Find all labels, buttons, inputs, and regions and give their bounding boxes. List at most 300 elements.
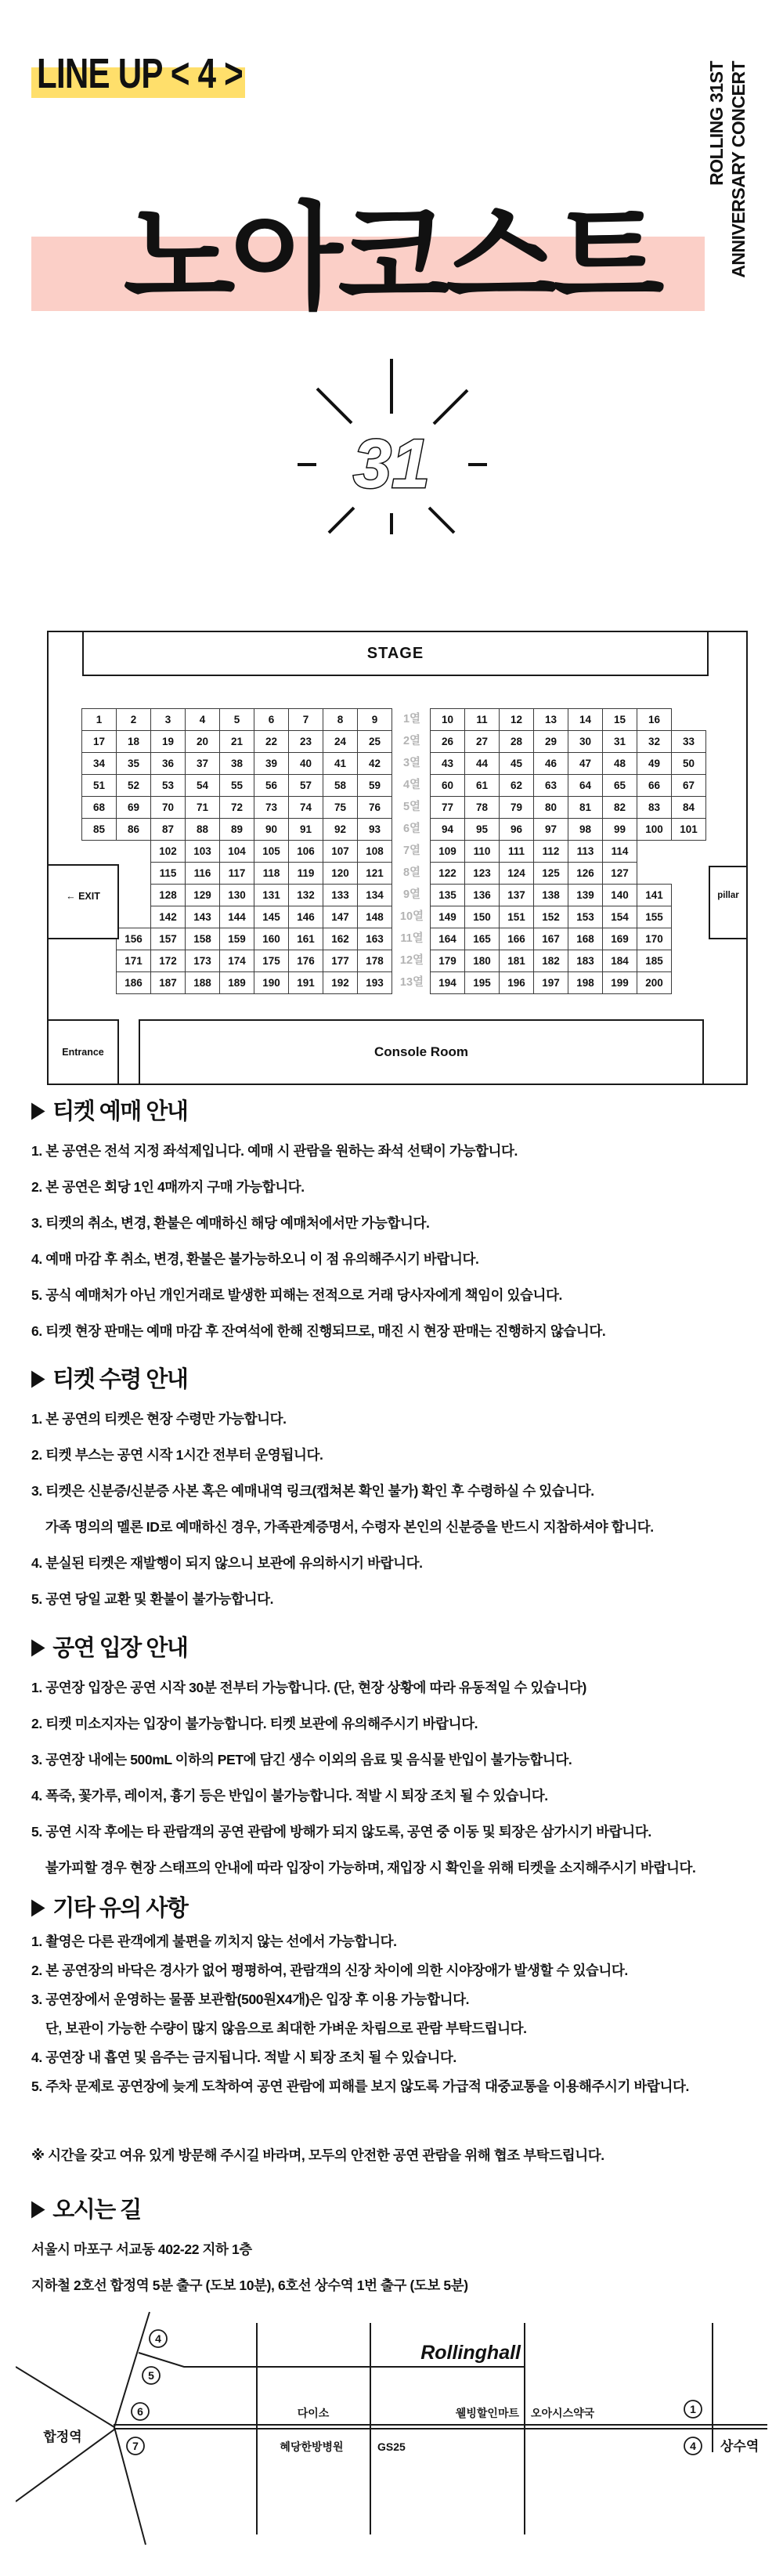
seat-row [82,708,706,731]
seat-15: 15 [602,708,637,731]
seat-50: 50 [671,752,706,775]
info-line: 4. 공연장 내 흡연 및 음주는 금지됩니다. 적발 시 퇴장 조치 될 수 있습니다. [31,2050,456,2065]
info-line: 2. 티켓 부스는 공연 시작 1시간 전부터 운영됩니다. [31,1447,323,1463]
seat-102: 102 [150,840,186,863]
seat-59: 59 [357,774,392,797]
row-label: 5열 [402,801,421,813]
empty-cell [81,840,117,863]
info-line: 2. 티켓 미소지자는 입장이 불가능합니다. 티켓 보관에 유의해주시기 바랍니다. [31,1716,478,1731]
seat-12: 12 [499,708,534,731]
gs25-label: GS25 [377,2440,406,2453]
lineup-title: LINE UP < 4 > [37,50,243,97]
info-line: 1. 공연장 입장은 공연 시작 30분 전부터 가능합니다. (단, 현장 상황에 따라 유동적일 수 있습니다) [31,1680,586,1695]
seat-95: 95 [464,818,500,841]
row-label: 13열 [399,976,424,989]
seat-187: 187 [150,971,186,994]
seat-89: 89 [219,818,254,841]
empty-cell [116,840,151,863]
row-label: 6열 [402,823,421,835]
seat-24: 24 [323,730,358,753]
seat-64: 64 [568,774,603,797]
seat-173: 173 [185,950,220,972]
exit-number-7: 7 [132,2440,139,2452]
info-line: 4. 폭죽, 꽃가루, 레이저, 흉기 등은 반입이 불가능합니다. 적발 시 퇴장 조치 될 수 있습니다. [31,1788,548,1804]
section-title [31,1363,760,1391]
seat-1: 1 [81,708,117,731]
seat-16: 16 [637,708,672,731]
section-other-notes [31,1892,760,2094]
seat-119: 119 [288,862,323,885]
seat-33: 33 [671,730,706,753]
seat-104: 104 [219,840,254,863]
seat-9: 9 [357,708,392,731]
seat-20: 20 [185,730,220,753]
exit-number-4: 4 [155,2332,161,2345]
info-line: 4. 예매 마감 후 취소, 변경, 환불은 불가능하오니 이 점 유의해주시기 바랍니다. [31,1251,479,1267]
seat-41: 41 [323,752,358,775]
section-title-text: 공연 입장 안내 [52,1635,188,1661]
seat-85: 85 [81,818,117,841]
seat-199: 199 [602,971,637,994]
seat-18: 18 [116,730,151,753]
seat-140: 140 [602,884,637,906]
info-line: 5. 주차 문제로 공연장에 늦게 도착하여 공연 관람에 피해를 보지 않도록 가급적 대중교통을 이용해주시기 바랍니다. [31,2079,689,2094]
seat-195: 195 [464,971,500,994]
info-line: 불가피할 경우 현장 스태프의 안내에 따라 입장이 가능하며, 재입장 시 확인을 위해 티켓을 소지해주시기 바랍니다. [31,1860,696,1876]
seat-row [82,840,706,863]
seat-125: 125 [533,862,568,885]
stage-box [82,631,709,676]
seat-row [82,971,706,994]
seat-198: 198 [568,971,603,994]
seat-192: 192 [323,971,358,994]
section-ticket-booking [31,1095,760,1340]
info-line: 2. 본 공연은 회당 1인 4매까지 구매 가능합니다. [31,1179,305,1195]
row-label: 4열 [402,779,421,791]
seat-185: 185 [637,950,672,972]
info-line: 5. 공식 예매처가 아닌 개인거래로 발생한 피해는 전적으로 거래 당사자에게 책임이 있습니다. [31,1287,563,1303]
info-line: 3. 티켓의 취소, 변경, 환불은 예매하신 해당 예매처에서만 가능합니다. [31,1215,430,1231]
venue-address: 서울시 마포구 서교동 402-22 지하 1층 [31,2241,252,2257]
row-label: 3열 [402,757,421,769]
seat-94: 94 [430,818,465,841]
seat-row [82,862,706,885]
seat-98: 98 [568,818,603,841]
seat-99: 99 [602,818,637,841]
arrow-right-icon: ▶ [31,1096,45,1122]
seat-grid [82,708,706,994]
seat-170: 170 [637,928,672,950]
entrance-label: Entrance [62,1047,104,1058]
seat-151: 151 [499,906,534,928]
pillar-label: pillar [717,891,739,900]
seat-133: 133 [323,884,358,906]
seat-126: 126 [568,862,603,885]
seat-79: 79 [499,796,534,819]
seat-19: 19 [150,730,186,753]
seat-30: 30 [568,730,603,753]
seat-141: 141 [637,884,672,906]
seat-182: 182 [533,950,568,972]
seat-144: 144 [219,906,254,928]
subway-directions: 지하철 2호선 합정역 5분 출구 (도보 10분), 6호선 상수역 1번 출구 (도보 5분) [31,2278,468,2293]
seat-116: 116 [185,862,220,885]
section-title [31,1632,760,1660]
info-line: 단, 보관이 가능한 수량이 많지 않음으로 최대한 가벼운 차림으로 관람 부탁드립니다. [31,2021,527,2036]
seat-17: 17 [81,730,117,753]
arrow-right-icon: ▶ [31,1633,45,1659]
seat-31: 31 [602,730,637,753]
seat-3: 3 [150,708,186,731]
seat-53: 53 [150,774,186,797]
seat-191: 191 [288,971,323,994]
seat-70: 70 [150,796,186,819]
seat-63: 63 [533,774,568,797]
info-line: 4. 분실된 티켓은 재발행이 되지 않으니 보관에 유의하시기 바랍니다. [31,1555,423,1571]
seat-52: 52 [116,774,151,797]
row-label: 8열 [402,867,421,879]
seat-54: 54 [185,774,220,797]
seat-124: 124 [499,862,534,885]
seat-27: 27 [464,730,500,753]
seat-81: 81 [568,796,603,819]
section-title-text: 티켓 예매 안내 [52,1098,188,1124]
seat-32: 32 [637,730,672,753]
seat-62: 62 [499,774,534,797]
seat-row [82,752,706,775]
seat-108: 108 [357,840,392,863]
venue-label: Rollinghall [420,2342,521,2364]
seat-129: 129 [185,884,220,906]
seat-42: 42 [357,752,392,775]
seat-130: 130 [219,884,254,906]
seat-row [82,730,706,753]
seat-100: 100 [637,818,672,841]
console-room-box [139,1019,704,1085]
seat-145: 145 [254,906,289,928]
seat-80: 80 [533,796,568,819]
seat-88: 88 [185,818,220,841]
seat-152: 152 [533,906,568,928]
arrow-right-icon: ▶ [31,1364,45,1390]
seat-73: 73 [254,796,289,819]
seat-139: 139 [568,884,603,906]
seat-29: 29 [533,730,568,753]
info-line: 1. 본 공연은 전석 지정 좌석제입니다. 예매 시 관람을 원하는 좌석 선택이 가능합니다. [31,1143,518,1159]
seat-97: 97 [533,818,568,841]
seat-114: 114 [602,840,637,863]
anniversary-31-logo [294,337,489,541]
seat-150: 150 [464,906,500,928]
pharmacy-label: 오아시스약국 [531,2407,595,2419]
seat-189: 189 [219,971,254,994]
info-line: 1. 촬영은 다른 관객에게 불편을 끼치지 않는 선에서 가능합니다. [31,1934,397,1949]
seat-117: 117 [219,862,254,885]
empty-cell [81,950,117,972]
seat-147: 147 [323,906,358,928]
seat-56: 56 [254,774,289,797]
seat-22: 22 [254,730,289,753]
seat-21: 21 [219,730,254,753]
seat-5: 5 [219,708,254,731]
seat-163: 163 [357,928,392,950]
seat-87: 87 [150,818,186,841]
row-label: 7열 [402,845,421,857]
section-items [31,1680,760,1876]
seat-74: 74 [288,796,323,819]
seat-154: 154 [602,906,637,928]
seat-193: 193 [357,971,392,994]
seat-109: 109 [430,840,465,863]
seat-183: 183 [568,950,603,972]
seat-row [82,796,706,819]
seat-162: 162 [323,928,358,950]
seat-181: 181 [499,950,534,972]
seat-2: 2 [116,708,151,731]
seat-47: 47 [568,752,603,775]
info-line: 가족 명의의 멜론 ID로 예매하신 경우, 가족관계증명서, 수령자 본인의 신분증을 반드시 지참하셔야 합니다. [31,1519,654,1535]
seat-168: 168 [568,928,603,950]
seat-178: 178 [357,950,392,972]
seat-157: 157 [150,928,186,950]
sangsu-station-label: 상수역 [720,2439,760,2454]
seat-45: 45 [499,752,534,775]
seat-115: 115 [150,862,186,885]
seat-190: 190 [254,971,289,994]
seat-153: 153 [568,906,603,928]
logo-number: 31 [353,425,430,502]
seat-34: 34 [81,752,117,775]
section-title-text: 오시는 길 [52,2197,141,2223]
seat-101: 101 [671,818,706,841]
seat-84: 84 [671,796,706,819]
seat-196: 196 [499,971,534,994]
seat-86: 86 [116,818,151,841]
section-items [31,1934,760,2094]
seat-167: 167 [533,928,568,950]
arrow-right-icon: ▶ [31,1893,45,1919]
seat-184: 184 [602,950,637,972]
seat-44: 44 [464,752,500,775]
seat-127: 127 [602,862,637,885]
daiso-label: 다이소 [297,2407,330,2419]
mart-label: 웰빙할인마트 [455,2407,519,2419]
seat-166: 166 [499,928,534,950]
row-label: 9열 [402,888,421,901]
row-label: 1열 [402,713,421,725]
empty-cell [116,884,151,906]
seat-149: 149 [430,906,465,928]
seat-132: 132 [288,884,323,906]
info-line: 5. 공연 시작 후에는 타 관람객의 공연 관람에 방해가 되지 않도록, 공연 중 이동 및 퇴장은 삼가시기 바랍니다. [31,1824,651,1840]
section-title [31,2194,760,2222]
seat-131: 131 [254,884,289,906]
seat-110: 110 [464,840,500,863]
seat-155: 155 [637,906,672,928]
section-items [31,1143,760,1340]
seat-78: 78 [464,796,500,819]
hospital-label: 혜당한방병원 [280,2440,344,2453]
seat-93: 93 [357,818,392,841]
info-line: 1. 본 공연의 티켓은 현장 수령만 가능합니다. [31,1411,287,1427]
seat-4: 4 [185,708,220,731]
seat-164: 164 [430,928,465,950]
info-line: 5. 공연 당일 교환 및 환불이 불가능합니다. [31,1591,274,1607]
seat-171: 171 [116,950,151,972]
seat-137: 137 [499,884,534,906]
seat-25: 25 [357,730,392,753]
seat-158: 158 [185,928,220,950]
side-title-anniversary-concert: ANNIVERSARY CONCERT [728,61,749,278]
seat-57: 57 [288,774,323,797]
stage-label: STAGE [366,644,424,662]
seat-row [82,928,706,950]
seat-43: 43 [430,752,465,775]
seat-60: 60 [430,774,465,797]
seat-92: 92 [323,818,358,841]
exit-number-5: 5 [148,2369,154,2382]
seat-61: 61 [464,774,500,797]
seat-13: 13 [533,708,568,731]
empty-cell [116,906,151,928]
venue-street-map [16,2299,767,2558]
seat-row [82,818,706,841]
row-label: 2열 [402,735,421,747]
seat-55: 55 [219,774,254,797]
section-items [31,1411,760,1608]
seat-136: 136 [464,884,500,906]
section-entry-guide [31,1632,760,1876]
seat-159: 159 [219,928,254,950]
exit-box [47,864,119,939]
seat-143: 143 [185,906,220,928]
seat-90: 90 [254,818,289,841]
section-directions [31,2194,760,2294]
seat-156: 156 [116,928,151,950]
seat-103: 103 [185,840,220,863]
seat-37: 37 [185,752,220,775]
section-title [31,1095,760,1123]
seat-28: 28 [499,730,534,753]
seat-105: 105 [254,840,289,863]
seat-40: 40 [288,752,323,775]
seat-180: 180 [464,950,500,972]
safety-notice: ※ 시간을 갖고 여유 있게 방문해 주시길 바라며, 모두의 안전한 공연 관람을 위해 협조 부탁드립니다. [31,2147,604,2163]
seat-172: 172 [150,950,186,972]
seat-161: 161 [288,928,323,950]
seat-26: 26 [430,730,465,753]
seat-113: 113 [568,840,603,863]
seat-188: 188 [185,971,220,994]
seat-82: 82 [602,796,637,819]
seat-58: 58 [323,774,358,797]
arrow-right-icon: ▶ [31,2194,45,2220]
exit-number-1: 1 [690,2403,696,2415]
seat-175: 175 [254,950,289,972]
seat-107: 107 [323,840,358,863]
seat-134: 134 [357,884,392,906]
seat-51: 51 [81,774,117,797]
seat-row [82,884,706,906]
seat-8: 8 [323,708,358,731]
seat-75: 75 [323,796,358,819]
seating-chart [47,631,748,1085]
seat-67: 67 [671,774,706,797]
seat-38: 38 [219,752,254,775]
seat-160: 160 [254,928,289,950]
seat-197: 197 [533,971,568,994]
row-label: 12열 [399,954,424,967]
section-title [31,1892,760,1920]
seat-11: 11 [464,708,500,731]
seat-146: 146 [288,906,323,928]
seat-10: 10 [430,708,465,731]
seat-169: 169 [602,928,637,950]
seat-49: 49 [637,752,672,775]
info-line: 3. 공연장에서 운영하는 물품 보관함(500원X4개)은 입장 후 이용 가능합니다. [31,1992,470,2007]
seat-row [82,774,706,797]
exit-label: ← EXIT [66,891,100,902]
console-room-label: Console Room [374,1044,468,1059]
info-line: 2. 본 공연장의 바닥은 경사가 없어 평평하여, 관람객의 신장 차이에 의한 시야장애가 발생할 수 있습니다. [31,1963,628,1978]
seat-138: 138 [533,884,568,906]
seat-77: 77 [430,796,465,819]
seat-39: 39 [254,752,289,775]
seat-128: 128 [150,884,186,906]
row-label: 10열 [399,910,424,923]
seat-14: 14 [568,708,603,731]
seat-111: 111 [499,840,534,863]
seat-123: 123 [464,862,500,885]
seat-200: 200 [637,971,672,994]
seat-72: 72 [219,796,254,819]
info-line: 3. 공연장 내에는 500mL 이하의 PET에 담긴 생수 이외의 음료 및 음식물 반입이 불가능합니다. [31,1752,572,1767]
seat-118: 118 [254,862,289,885]
seat-120: 120 [323,862,358,885]
seat-68: 68 [81,796,117,819]
seat-row [82,950,706,972]
seat-186: 186 [116,971,151,994]
seat-6: 6 [254,708,289,731]
seat-176: 176 [288,950,323,972]
entrance-box [47,1019,119,1085]
seat-66: 66 [637,774,672,797]
seat-83: 83 [637,796,672,819]
seat-112: 112 [533,840,568,863]
section-title-text: 기타 유의 사항 [52,1895,188,1921]
row-label: 11열 [400,932,424,945]
section-ticket-pickup [31,1363,760,1608]
empty-cell [116,862,151,885]
seat-106: 106 [288,840,323,863]
pillar-box [709,866,748,939]
seat-96: 96 [499,818,534,841]
info-line: 6. 티켓 현장 판매는 예매 마감 후 잔여석에 한해 진행되므로, 매진 시 현장 판매는 진행하지 않습니다. [31,1323,606,1339]
seat-91: 91 [288,818,323,841]
seat-46: 46 [533,752,568,775]
seat-48: 48 [602,752,637,775]
seat-177: 177 [323,950,358,972]
exit-number-6: 6 [137,2405,143,2418]
seat-135: 135 [430,884,465,906]
artist-name: 노아코스트 [123,194,660,323]
seat-7: 7 [288,708,323,731]
seat-71: 71 [185,796,220,819]
seat-23: 23 [288,730,323,753]
section-title-text: 티켓 수령 안내 [52,1366,188,1392]
exit-number-4b: 4 [690,2440,696,2452]
empty-cell [81,971,117,994]
